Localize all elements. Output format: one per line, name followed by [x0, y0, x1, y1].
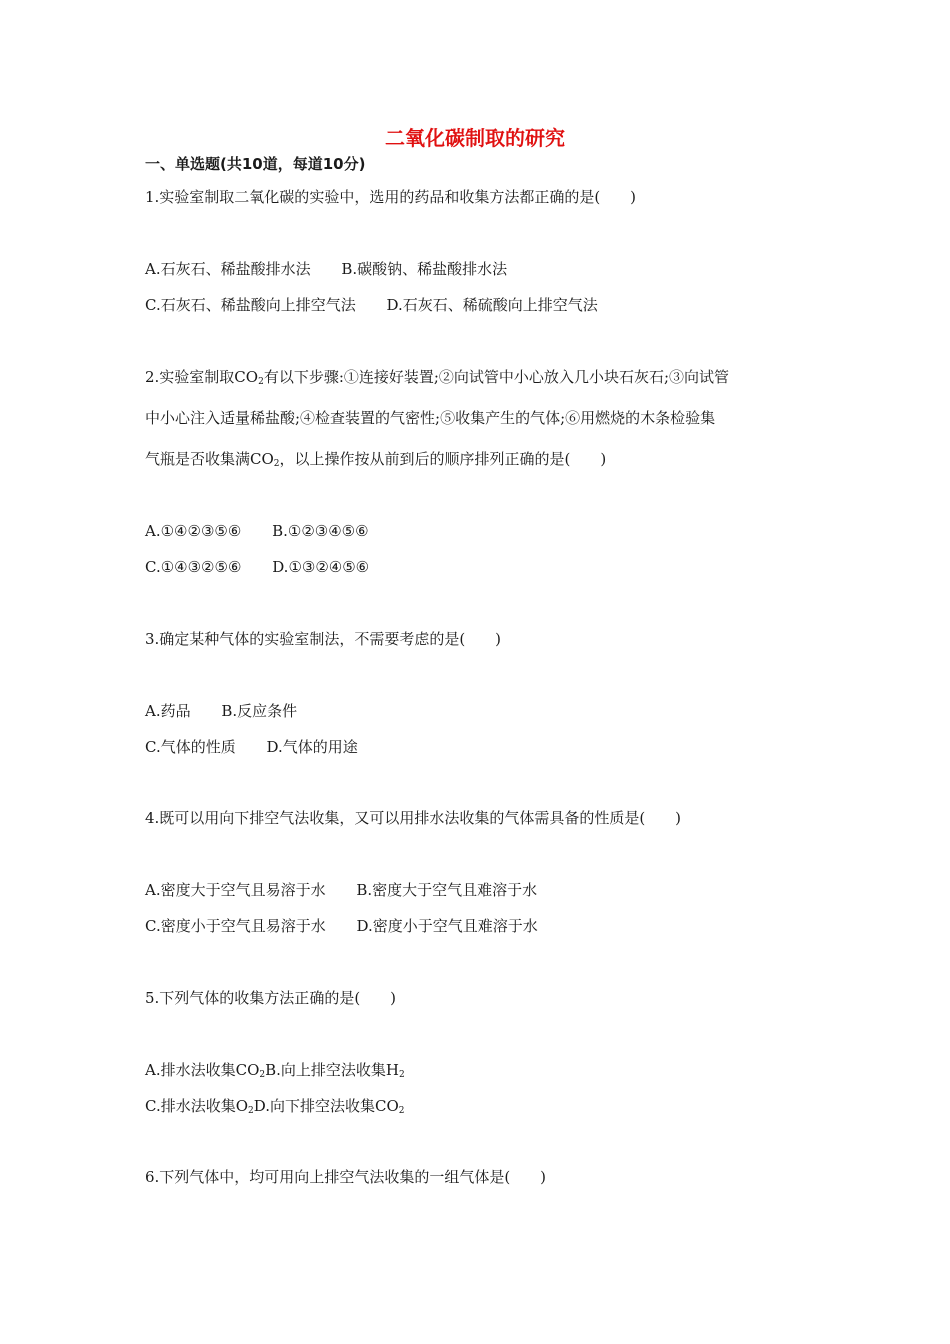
- question-2-stem-line-2: 中小心注入适量稀盐酸;④检查装置的气密性;⑤收集产生的气体;⑥用燃烧的木条检验集: [145, 409, 716, 427]
- question-2-option-d: D.①③②④⑤⑥: [272, 558, 370, 576]
- question-2-option-a: A.①④②③⑤⑥: [145, 522, 242, 540]
- question-5-option-a: A.排水法收集CO: [145, 1061, 260, 1079]
- question-5-options-row-2: [145, 1096, 405, 1116]
- question-1-option-c: C.石灰石、稀盐酸向上排空气法: [145, 296, 356, 314]
- question-3-option-a: A.药品: [145, 702, 191, 720]
- question-3-options-row-2: [145, 737, 358, 757]
- question-2-prefix-2: 气瓶是否收集满CO: [145, 450, 274, 468]
- question-2-stem-line-1: [145, 367, 729, 387]
- question-3-option-c: C.气体的性质: [145, 738, 236, 756]
- question-1-option-a: A.石灰石、稀盐酸排水法: [145, 260, 311, 278]
- subscript: 2: [399, 1070, 405, 1080]
- section-heading: 一、单选题(共10道，每道10分): [145, 155, 366, 173]
- question-2-text: 有以下步骤:①连接好装置;②向试管中小心放入几小块石灰石;③向试管: [263, 368, 729, 386]
- question-2-prefix: 2.实验室制取CO: [145, 368, 259, 386]
- question-1-options-row-1: [145, 259, 507, 279]
- question-4-options-row-2: [145, 916, 538, 936]
- question-4-stem: 4.既可以用向下排空气法收集，又可以用排水法收集的气体需具备的性质是( ): [145, 809, 682, 827]
- question-6-stem: 6.下列气体中，均可用向上排空气法收集的一组气体是( ): [145, 1168, 547, 1186]
- question-3-option-d: D.气体的用途: [266, 738, 358, 756]
- question-3-options-row-1: [145, 701, 297, 721]
- question-2-option-b: B.①②③④⑤⑥: [272, 522, 369, 540]
- question-2-stem-line-3: [145, 449, 606, 469]
- subscript: 2: [259, 1070, 266, 1080]
- question-2-option-c: C.①④③②⑤⑥: [145, 558, 242, 576]
- document-title: 二氧化碳制取的研究: [385, 126, 565, 150]
- question-3-stem: 3.确定某种气体的实验室制法，不需要考虑的是( ): [145, 630, 502, 648]
- question-4-option-d: D.密度小于空气且难溶于水: [356, 917, 538, 935]
- question-1-stem: 1.实验室制取二氧化碳的实验中，选用的药品和收集方法都正确的是( ): [145, 188, 637, 206]
- question-1-options-row-2: [145, 295, 598, 315]
- question-4-options-row-1: [145, 880, 537, 900]
- question-4-option-c: C.密度小于空气且易溶于水: [145, 917, 326, 935]
- question-5-option-d: D.向下排空法收集CO: [253, 1097, 399, 1115]
- question-5-options-row-1: [145, 1060, 405, 1080]
- question-1-option-b: B.碳酸钠、稀盐酸排水法: [341, 260, 508, 278]
- question-2-options-row-1: [145, 521, 369, 541]
- question-2-options-row-2: [145, 557, 369, 577]
- question-2-text-2: ，以上操作按从前到后的顺序排列正确的是( ): [279, 450, 607, 468]
- question-4-option-b: B.密度大于空气且难溶于水: [356, 881, 538, 899]
- question-5-option-b: B.向上排空法收集H: [265, 1061, 399, 1079]
- question-1-option-d: D.石灰石、稀硫酸向上排空气法: [386, 296, 598, 314]
- question-5-option-c: C.排水法收集O: [145, 1097, 249, 1115]
- subscript: 2: [398, 1106, 405, 1116]
- question-4-option-a: A.密度大于空气且易溶于水: [145, 881, 326, 899]
- question-3-option-b: B.反应条件: [221, 702, 298, 720]
- subscript: 2: [273, 459, 280, 469]
- question-5-stem: 5.下列气体的收集方法正确的是( ): [145, 989, 397, 1007]
- subscript: 2: [248, 1106, 254, 1116]
- subscript: 2: [258, 377, 264, 387]
